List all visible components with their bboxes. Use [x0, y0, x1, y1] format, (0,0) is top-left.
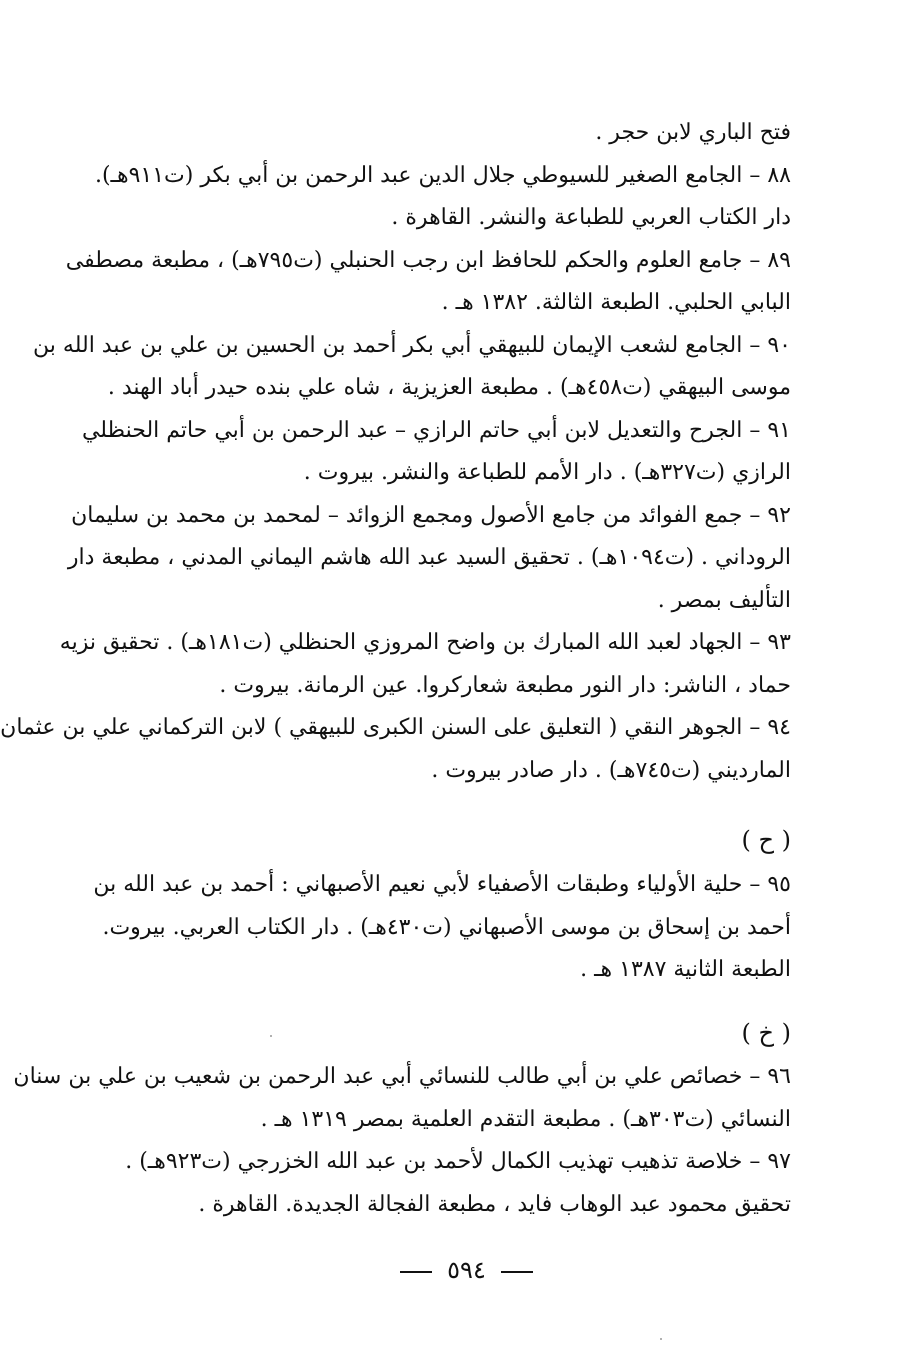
bibliography-line: موسى البيهقي (ت٤٥٨هـ) . مطبعة العزيزية ، شاه علي بنده حيدر أباد الهند . — [107, 375, 791, 400]
bibliography-line: البابي الحلبي. الطبعة الثالثة. ١٣٨٢ هـ . — [441, 290, 791, 315]
section-ha — [101, 812, 791, 872]
bibliography-block-1 — [0, 114, 791, 794]
bibliography-line: تحقيق محمود عبد الوهاب فايد ، مطبعة الفجالة الجديدة. القاهرة . — [198, 1191, 791, 1217]
bibliography-line: ٩٥ – حلية الأولياء وطبقات الأصفياء لأبي نعيم الأصبهاني : أحمد بن عبد الله بن — [93, 872, 791, 897]
bibliography-block-2 — [93, 866, 791, 994]
bibliography-line: ٩٢ – جمع الفوائد من جامع الأصول ومجمع الزوائد – لمحمد بن محمد بن سليمان — [71, 502, 791, 528]
bibliography-line: فتح الباري لابن حجر . — [595, 120, 791, 145]
dash-right — [501, 1271, 533, 1273]
section-heading-ha: ( ح ) — [741, 826, 791, 854]
bibliography-line: ٩٧ – خلاصة تذهيب تهذيب الكمال لأحمد بن عبد الله الخزرجي (ت٩٢٣هـ) . — [125, 1149, 791, 1174]
section-heading-kha: ( خ ) — [741, 1019, 791, 1047]
dash-left — [400, 1271, 432, 1273]
bibliography-line: ٨٩ – جامع العلوم والحكم للحافظ ابن رجب الحنبلي (ت٧٩٥هـ) ، مطبعة مصطفى — [65, 247, 791, 273]
bibliography-line: دار الكتاب العربي للطباعة والنشر. القاهرة . — [391, 205, 791, 230]
bibliography-line: حماد ، الناشر: دار النور مطبعة شعاركروا. عين الرمانة. بيروت . — [219, 672, 791, 698]
bibliography-line: أحمد بن إسحاق بن موسى الأصبهاني (ت٤٣٠هـ) . دار الكتاب العربي. بيروت. — [102, 914, 791, 940]
scan-speck — [270, 1035, 272, 1037]
bibliography-line: ٩٦ – خصائص علي بن أبي طالب للنسائي أبي عبد الرحمن بن شعيب بن علي بن سنان — [13, 1064, 791, 1089]
bibliography-line: الرازي (ت٣٢٧هـ) . دار الأمم للطباعة والنشر. بيروت . — [303, 460, 791, 485]
page-number: ٥٩٤ — [447, 1256, 486, 1284]
bibliography-line: ٩٠ – الجامع لشعب الإيمان للبيهقي أبي بكر أحمد بن الحسين بن علي بن عبد الله بن — [33, 332, 791, 358]
scan-speck — [660, 1338, 662, 1340]
page-number-footer — [30, 1256, 903, 1284]
bibliography-line: الطبعة الثانية ١٣٨٧ هـ . — [580, 957, 791, 982]
bibliography-line: النسائي (ت٣٠٣هـ) . مطبعة التقدم العلمية بمصر ١٣١٩ هـ . — [260, 1106, 791, 1132]
bibliography-line: ٨٨ – الجامع الصغير للسيوطي جلال الدين عبد الرحمن بن أبي بكر (ت٩١١هـ). — [94, 162, 791, 188]
bibliography-line: ٩٣ – الجهاد لعبد الله المبارك بن واضح المروزي الحنظلي (ت١٨١هـ) . تحقيق نزيه — [59, 630, 791, 655]
bibliography-line: التأليف بمصر . — [657, 587, 791, 613]
section-kha — [101, 1005, 791, 1065]
bibliography-line: الماردیني (ت٧٤٥هـ) . دار صادر بيروت . — [431, 757, 791, 783]
bibliography-line: الروداني . (ت١٠٩٤هـ) . تحقيق السيد عبد الله هاشم اليماني المدني ، مطبعة دار — [67, 545, 791, 570]
bibliography-line: ٩٤ – الجوهر النقي ( التعليق على السنن الكبرى للبيهقي ) لابن التركماني علي بن عثمان — [0, 715, 791, 740]
bibliography-line: ٩١ – الجرح والتعديل لابن أبي حاتم الرازي – عبد الرحمن بن أبي حاتم الحنظلي — [81, 417, 791, 443]
bibliography-block-3 — [13, 1058, 791, 1228]
